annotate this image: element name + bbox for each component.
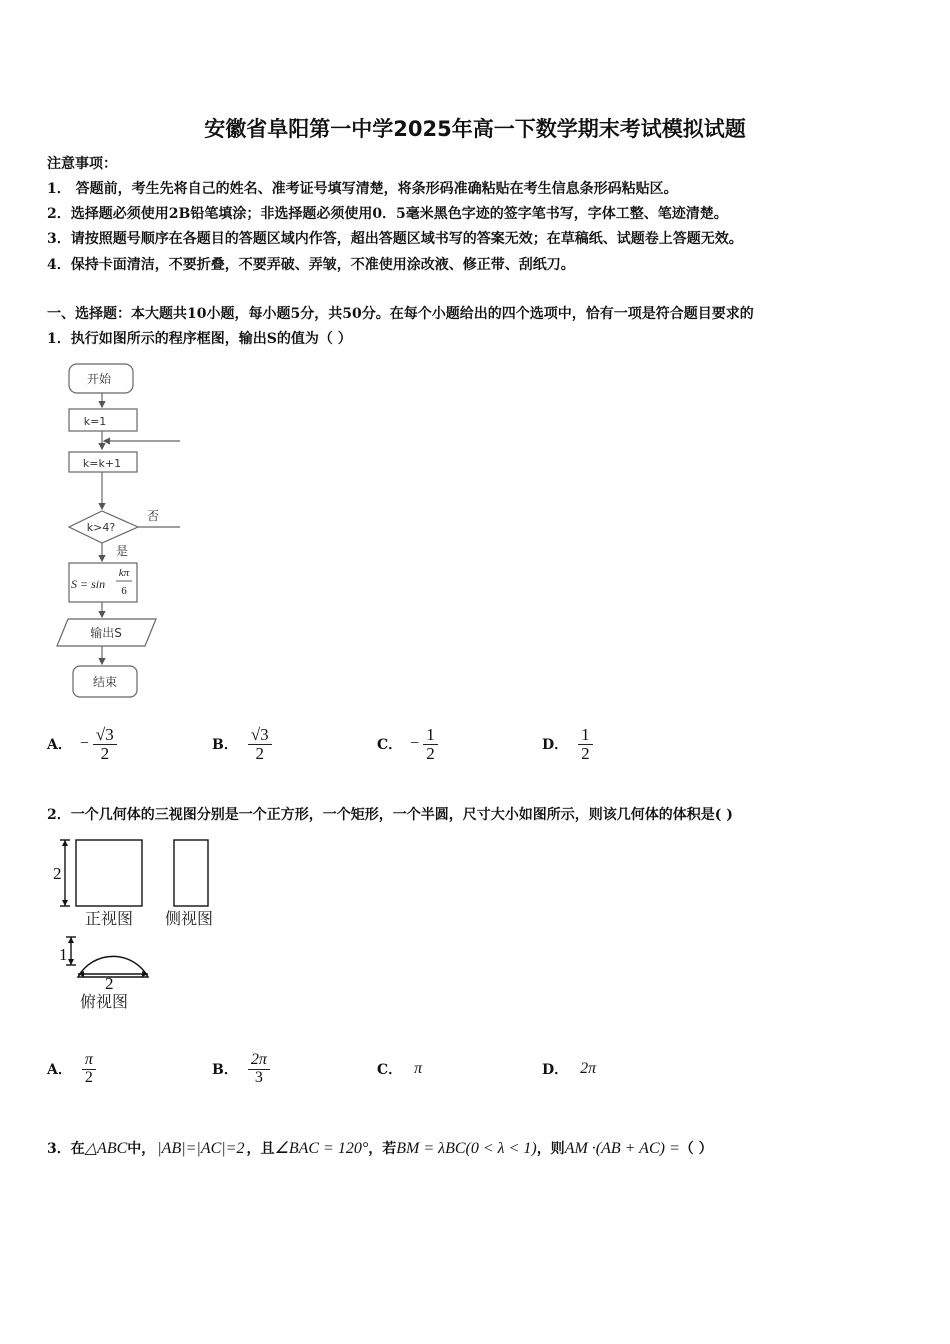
q3-text: ，若 xyxy=(368,1141,397,1157)
option-label: D． xyxy=(542,1062,569,1078)
note-item: 3．请按照题号顺序在各题目的答题区域内作答，超出答题区域书写的答案无效；在草稿纸、试题卷上答题无效。 xyxy=(47,231,743,247)
option-label: B． xyxy=(212,1062,238,1078)
front-view-square xyxy=(76,840,142,906)
option-sign: − xyxy=(410,735,420,752)
fraction-den: 2 xyxy=(255,743,265,763)
flow-assign-num: kπ xyxy=(118,567,130,579)
dim-top-w-label: 2 xyxy=(105,974,114,993)
q3-math: AM ·(AB + AC) = xyxy=(564,1140,680,1157)
note-item: 1． 答题前，考生先将自己的姓名、准考证号填写清楚，将条形码准确粘贴在考生信息条形码粘贴区。 xyxy=(47,181,678,197)
flow-step-label: k=k+1 xyxy=(82,457,122,470)
q2-stem: 2．一个几何体的三视图分别是一个正方形，一个矩形，一个半圆，尺寸大小如图所示，则该几何体的体积是( ) xyxy=(47,807,733,823)
option-fraction xyxy=(423,726,438,763)
q2-three-views xyxy=(50,832,240,1017)
q3-text: 在 xyxy=(70,1141,85,1157)
notes-heading: 注意事项： xyxy=(47,156,117,172)
option-fraction xyxy=(578,726,593,763)
flow-yes-label: 是 xyxy=(116,544,129,558)
fraction-den: 3 xyxy=(254,1068,263,1086)
q3-triangle: △ABC xyxy=(84,1140,128,1157)
q3-text: ，则 xyxy=(536,1141,565,1157)
note-item: 4．保持卡面清洁，不要折叠，不要弄破、弄皱，不准使用涂改液、修正带、刮纸刀。 xyxy=(47,257,575,273)
side-view-rect xyxy=(174,840,208,906)
q2-option-d[interactable] xyxy=(542,1045,596,1093)
option-value: π xyxy=(414,1060,423,1077)
q1-option-b[interactable] xyxy=(212,720,272,768)
fraction-num: π xyxy=(82,1052,96,1070)
flow-end-label: 结束 xyxy=(92,675,118,689)
fraction-num: 2π xyxy=(248,1052,270,1070)
option-sign: − xyxy=(79,735,89,752)
option-fraction xyxy=(248,726,272,763)
note-item: 2．选择题必须使用2B铅笔填涂；非选择题必须使用0．5毫米黑色字迹的签字笔书写，字体工整、笔迹清楚。 xyxy=(47,206,728,222)
flow-output-label: 输出S xyxy=(90,626,122,640)
flow-cond-label: k>4? xyxy=(86,521,116,534)
option-label: D． xyxy=(542,737,569,753)
q1-flowchart xyxy=(50,356,180,706)
fraction-den: 2 xyxy=(581,743,590,763)
q3-number: 3． xyxy=(47,1141,71,1157)
option-fraction xyxy=(93,726,117,763)
option-label: C． xyxy=(377,1062,403,1078)
option-label: A． xyxy=(47,737,72,753)
option-label: C． xyxy=(377,737,403,753)
option-label: A． xyxy=(47,1062,72,1078)
q2-option-a[interactable] xyxy=(47,1045,96,1093)
option-fraction xyxy=(82,1052,96,1087)
fraction-num: √3 xyxy=(248,726,272,745)
q1-option-a[interactable] xyxy=(47,720,117,768)
q3-text: （ ） xyxy=(679,1141,713,1157)
q2-option-c[interactable] xyxy=(377,1045,422,1093)
flow-init-label: k=1 xyxy=(83,415,107,428)
q2-option-b[interactable] xyxy=(212,1045,270,1093)
q3-math: ∠BAC = 120° xyxy=(274,1140,369,1157)
flow-assign-lhs: S = sin xyxy=(71,577,106,591)
front-view-caption: 正视图 xyxy=(85,909,134,928)
option-fraction xyxy=(248,1052,270,1087)
q1-option-c[interactable] xyxy=(377,720,438,768)
option-value: 2π xyxy=(580,1060,597,1077)
flow-no-label: 否 xyxy=(147,509,160,523)
fraction-num: √3 xyxy=(93,726,117,745)
fraction-num: 1 xyxy=(423,726,438,745)
q3-math: BM = λBC(0 < λ < 1) xyxy=(396,1140,537,1157)
flow-start-label: 开始 xyxy=(86,372,112,386)
dim-front-label: 2 xyxy=(53,864,62,883)
fraction-den: 2 xyxy=(84,1068,93,1086)
flow-assign-den: 6 xyxy=(121,585,127,597)
fraction-den: 2 xyxy=(426,743,435,763)
side-view-caption: 侧视图 xyxy=(165,909,214,928)
option-label: B． xyxy=(212,737,238,753)
q1-option-d[interactable] xyxy=(542,720,593,768)
q3-math: |AB|=|AC|=2 xyxy=(157,1140,245,1157)
q3-text: ，且 xyxy=(246,1141,275,1157)
fraction-den: 2 xyxy=(100,743,110,763)
q3-stem xyxy=(47,1138,713,1158)
fraction-num: 1 xyxy=(578,726,593,745)
dim-top-h-label: 1 xyxy=(59,945,68,964)
q3-text: 中， xyxy=(127,1141,156,1157)
section-heading: 一、选择题：本大题共10小题，每小题5分，共50分。在每个小题给出的四个选项中，恰有一项是符合题目要求的 xyxy=(47,306,754,322)
q1-stem: 1．执行如图所示的程序框图，输出S的值为（ ） xyxy=(47,331,352,347)
top-view-caption: 俯视图 xyxy=(80,992,129,1011)
page-title: 安徽省阜阳第一中学2025年高一下数学期末考试模拟试题 xyxy=(204,117,746,141)
